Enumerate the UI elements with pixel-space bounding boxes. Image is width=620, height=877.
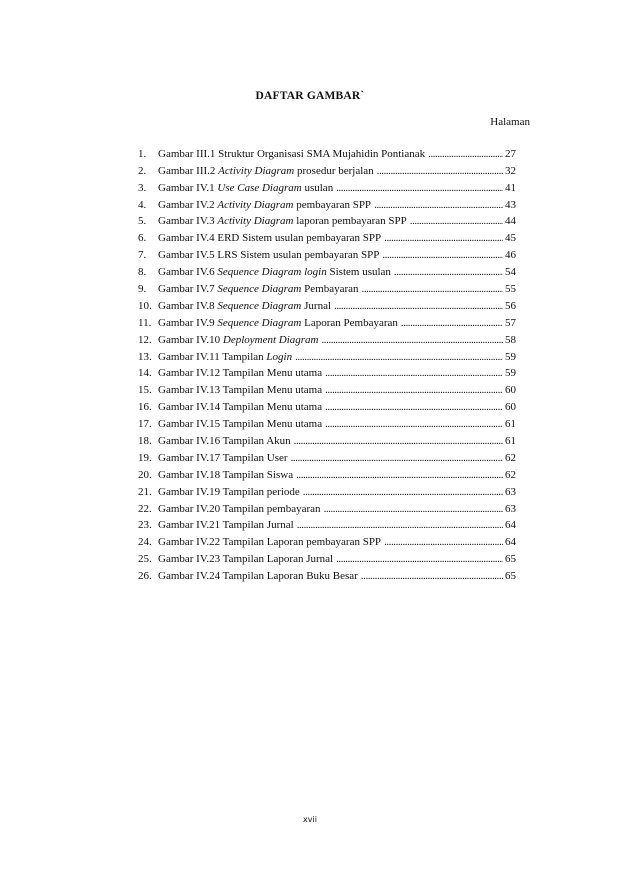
list-item [138,364,516,381]
caption-part: Gambar IV.20 Tampilan pembayaran [158,502,321,515]
caption-italic-part: Activity Diagram [217,215,294,228]
list-item [138,178,516,195]
entry-caption [158,147,425,161]
entry-caption [158,502,321,516]
list-item [138,499,516,516]
dot-leader [401,316,503,330]
entry-caption [158,265,391,279]
list-item [138,144,516,161]
caption-part: Gambar IV.23 Tampilan Laporan Jurnal [158,553,334,566]
list-item [138,347,516,364]
list-item [138,414,516,431]
caption-part: Gambar IV.3 [158,215,218,228]
caption-italic-part: Deployment Diagram [222,333,319,346]
caption-part: Gambar III.1 Struktur Organisasi SMA Mujahidin Pontianak [158,147,426,160]
list-item [138,482,516,499]
dot-leader [291,451,503,465]
list-item [138,532,516,549]
entry-caption [158,485,300,499]
caption-part: Gambar IV.11 Tampilan [158,350,267,363]
caption-part: Gambar IV.21 Tampilan Jurnal [158,519,294,532]
caption-part: Gambar IV.8 [158,299,218,312]
caption-part: Gambar IV.12 Tampilan Menu utama [158,367,323,380]
entry-caption [158,350,292,364]
caption-part: Gambar IV.5 LRS Sistem usulan pembayaran SPP [158,249,380,262]
dot-leader [325,417,503,431]
entry-number: 13. [138,350,152,363]
entry-caption [158,164,374,178]
entry-number: 18. [138,435,152,448]
entry-caption [158,282,359,296]
entry-page-number: 59 [505,350,516,363]
dot-leader [303,485,503,499]
caption-part: Sistem usulan [326,266,391,279]
entry-number: 22. [138,502,152,515]
list-item [138,380,516,397]
entry-page-number: 63 [505,485,516,498]
entry-caption [158,333,319,347]
dot-leader [324,502,503,516]
caption-part: Gambar IV.13 Tampilan Menu utama [158,384,323,397]
entry-caption [158,535,381,549]
caption-part: laporan pembayaran SPP [293,215,407,228]
entry-number: 15. [138,384,152,397]
caption-italic-part: Sequence Diagram [217,316,302,329]
caption-part: Gambar IV.6 [158,266,218,279]
dot-leader [410,214,503,228]
dot-leader [394,265,503,279]
entry-number: 16. [138,401,152,414]
caption-part: Gambar IV.19 Tampilan periode [158,485,300,498]
entry-page-number: 57 [505,316,516,329]
dot-leader [325,383,503,397]
dot-leader [334,299,503,313]
entry-caption [158,468,293,482]
entry-caption [158,417,322,431]
entry-caption [158,316,398,330]
entry-page-number: 43 [505,198,516,211]
caption-part: Gambar IV.16 Tampilan Akun [158,435,291,448]
caption-part: Gambar IV.1 [158,181,218,194]
entry-page-number: 63 [505,502,516,515]
entry-page-number: 65 [505,553,516,566]
entry-caption [158,181,333,195]
entry-caption [158,434,291,448]
caption-part: Gambar IV.7 [158,283,218,296]
list-item [138,397,516,414]
entry-number: 10. [138,299,152,312]
entry-number: 4. [138,198,147,211]
entry-caption [158,518,294,532]
entry-page-number: 46 [505,249,516,262]
caption-part: prosedur berjalan [294,164,374,177]
dot-leader [361,569,503,583]
entry-number: 1. [138,147,147,160]
entry-number: 7. [138,249,147,262]
list-item [138,549,516,566]
entry-page-number: 45 [505,232,516,245]
list-item [138,262,516,279]
entry-page-number: 62 [505,468,516,481]
list-item [138,431,516,448]
caption-italic-part: Sequence Diagram login [217,266,327,279]
dot-leader [325,366,503,380]
list-item [138,566,516,583]
caption-part: Gambar IV.4 ERD Sistem usulan pembayaran SPP [158,232,382,245]
entry-page-number: 62 [505,451,516,464]
entry-caption [158,214,407,228]
figure-list [138,144,516,583]
caption-part: pembayaran SPP [293,198,372,211]
caption-italic-part: Login [266,350,293,363]
entry-page-number: 61 [505,418,516,431]
entry-page-number: 54 [505,266,516,279]
caption-part: Gambar IV.2 [158,198,218,211]
caption-part: Gambar IV.22 Tampilan Laporan pembayaran SPP [158,536,382,549]
dot-leader [384,535,503,549]
dot-leader [325,400,503,414]
list-item [138,228,516,245]
entry-page-number: 60 [505,384,516,397]
dot-leader [297,518,503,532]
dot-leader [377,164,503,178]
caption-italic-part: Sequence Diagram [217,299,302,312]
caption-part: Gambar IV.18 Tampilan Siswa [158,468,294,481]
list-item [138,212,516,229]
dot-leader [374,198,503,212]
entry-number: 8. [138,266,147,279]
entry-number: 6. [138,232,147,245]
entry-number: 19. [138,451,152,464]
list-item [138,465,516,482]
caption-italic-part: Activity Diagram [218,164,295,177]
entry-page-number: 59 [505,367,516,380]
entry-page-number: 65 [505,570,516,583]
list-item [138,330,516,347]
dot-leader [295,350,503,364]
entry-caption [158,383,322,397]
entry-page-number: 61 [505,435,516,448]
entry-page-number: 58 [505,333,516,346]
entry-caption [158,198,371,212]
entry-number: 17. [138,418,152,431]
entry-caption [158,400,322,414]
caption-part: Gambar IV.24 Tampilan Laporan Buku Besar [158,570,358,583]
list-item [138,195,516,212]
dot-leader [322,333,504,347]
page-column-header: Halaman [490,116,530,128]
entry-caption [158,231,381,245]
entry-number: 26. [138,570,152,583]
entry-page-number: 64 [505,519,516,532]
entry-number: 23. [138,519,152,532]
caption-part: Pembayaran [301,283,359,296]
entry-number: 20. [138,468,152,481]
entry-number: 2. [138,164,147,177]
caption-part: Gambar IV.9 [158,316,218,329]
dot-leader [382,248,503,262]
caption-part: Gambar III.2 [158,164,219,177]
entry-caption [158,569,358,583]
entry-number: 3. [138,181,147,194]
dot-leader [384,231,503,245]
entry-page-number: 56 [505,299,516,312]
entry-number: 25. [138,553,152,566]
caption-part: Gambar IV.10 [158,333,223,346]
entry-caption [158,248,379,262]
list-item [138,448,516,465]
entry-caption [158,552,333,566]
entry-page-number: 55 [505,283,516,296]
dot-leader [294,434,503,448]
entry-caption [158,299,331,313]
list-item [138,161,516,178]
list-item [138,313,516,330]
caption-italic-part: Sequence Diagram [217,283,302,296]
caption-part: usulan [301,181,334,194]
caption-italic-part: Activity Diagram [217,198,294,211]
caption-part: Gambar IV.14 Tampilan Menu utama [158,401,323,414]
entry-number: 14. [138,367,152,380]
list-item [138,296,516,313]
entry-page-number: 32 [505,164,516,177]
entry-caption [158,366,322,380]
entry-page-number: 41 [505,181,516,194]
entry-number: 11. [138,316,152,329]
entry-page-number: 27 [505,147,516,160]
entry-number: 9. [138,283,147,296]
entry-number: 24. [138,536,152,549]
caption-italic-part: Use Case Diagram [217,181,302,194]
list-item [138,279,516,296]
entry-page-number: 44 [505,215,516,228]
caption-part: Gambar IV.17 Tampilan User [158,451,288,464]
footer-page-number: xvii [303,815,317,824]
entry-number: 21. [138,485,152,498]
caption-part: Laporan Pembayaran [301,316,398,329]
entry-page-number: 60 [505,401,516,414]
entry-caption [158,451,288,465]
dot-leader [336,181,503,195]
page-title: DAFTAR GAMBAR` [255,90,365,102]
entry-number: 12. [138,333,152,346]
dot-leader [362,282,503,296]
caption-part: Gambar IV.15 Tampilan Menu utama [158,418,323,431]
list-item [138,516,516,533]
dot-leader [428,147,503,161]
entry-number: 5. [138,215,147,228]
caption-part: Jurnal [301,299,332,312]
dot-leader [336,552,503,566]
dot-leader [296,468,503,482]
entry-page-number: 64 [505,536,516,549]
list-item [138,245,516,262]
